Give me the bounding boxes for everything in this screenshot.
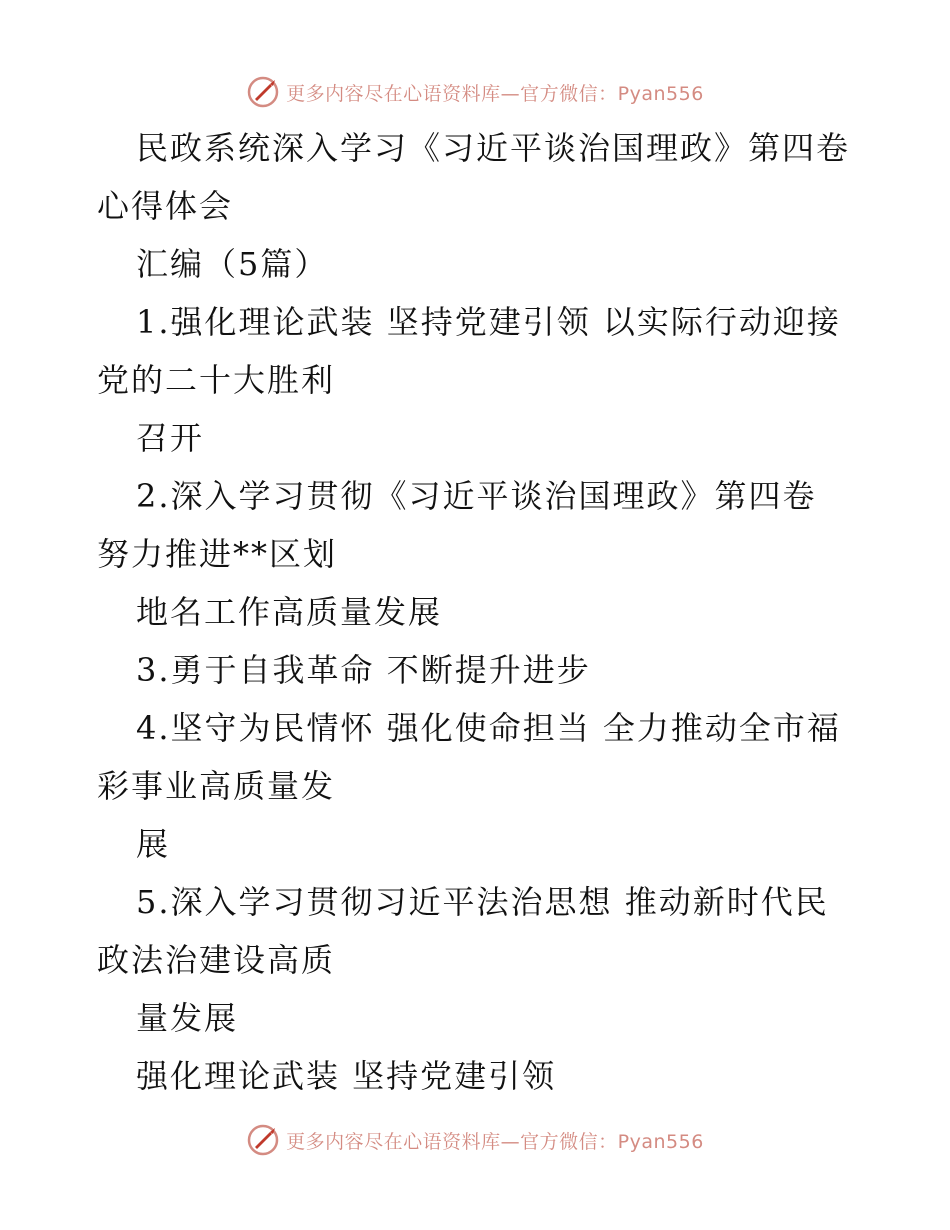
watermark-text: 更多内容尽在心语资料库—官方微信：Pyan556 [286, 1130, 704, 1153]
toc-item-4-line-2: 彩事业高质量发 [97, 767, 336, 805]
toc-item-5-line-3: 量发展 [136, 999, 239, 1037]
title-line-3: 汇编（5篇） [136, 245, 329, 283]
toc-item-1-line-3: 召开 [136, 419, 205, 457]
toc-item-3: 3.勇于自我革命 不断提升进步 [136, 651, 591, 689]
quill-logo-icon [246, 75, 280, 109]
section-heading: 强化理论武装 坚持党建引领 [136, 1057, 557, 1095]
header-watermark [0, 72, 950, 112]
toc-item-2-line-2: 努力推进**区划 [97, 535, 338, 573]
title-line-2: 心得体会 [97, 187, 234, 225]
quill-logo-icon [246, 1123, 280, 1157]
toc-item-5-line-1: 5.深入学习贯彻习近平法治思想 推动新时代民 [136, 883, 829, 921]
toc-item-2-line-3: 地名工作高质量发展 [136, 593, 443, 631]
toc-item-5-line-2: 政法治建设高质 [97, 941, 336, 979]
toc-item-1-line-2: 党的二十大胜利 [97, 361, 336, 399]
footer-watermark [0, 1120, 950, 1160]
toc-item-2-line-1: 2.深入学习贯彻《习近平谈治国理政》第四卷 [136, 477, 817, 515]
toc-item-4-line-3: 展 [136, 825, 171, 863]
watermark-text: 更多内容尽在心语资料库—官方微信：Pyan556 [286, 82, 704, 105]
title-line-1: 民政系统深入学习《习近平谈治国理政》第四卷 [136, 129, 851, 167]
toc-item-4-line-1: 4.坚守为民情怀 强化使命担当 全力推动全市福 [136, 709, 841, 747]
toc-item-1-line-1: 1.强化理论武装 坚持党建引领 以实际行动迎接 [136, 303, 841, 341]
